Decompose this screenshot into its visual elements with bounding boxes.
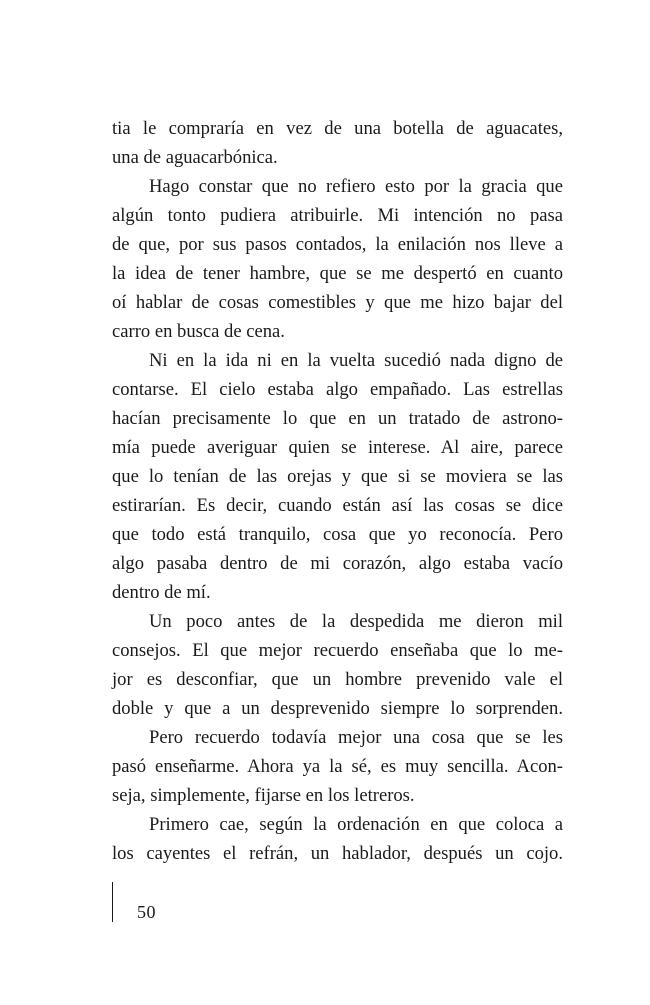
text-line: Ni en la ida ni en la vuelta sucedió nada digno de <box>149 350 563 371</box>
text-line: seja, simplemente, fijarse en los letreros. <box>112 785 415 806</box>
text-line: tia le compraría en vez de una botella de aguacates, <box>112 118 563 139</box>
text-line: algo pasaba dentro de mi corazón, algo estaba vacío <box>112 553 563 574</box>
text-line: pasó enseñarme. Ahora ya la sé, es muy sencilla. Acon- <box>112 756 563 777</box>
text-line: de que, por sus pasos contados, la enilación nos lleve a <box>112 234 563 255</box>
page-number: 50 <box>137 902 156 922</box>
text-line: Primero cae, según la ordenación en que coloca a <box>149 814 563 835</box>
text-line: algún tonto pudiera atribuirle. Mi intención no pasa <box>112 205 563 226</box>
text-line: Un poco antes de la despedida me dieron mil <box>149 611 563 632</box>
text-line: contarse. El cielo estaba algo empañado. Las estrellas <box>112 379 563 400</box>
text-line: hacían precisamente lo que en un tratado de astrono- <box>112 408 563 429</box>
body-text <box>112 114 563 868</box>
text-line: doble y que a un desprevenido siempre lo sorprenden. <box>112 698 563 719</box>
text-line: estirarían. Es decir, cuando están así las cosas se dice <box>112 495 563 516</box>
text-line: dentro de mí. <box>112 582 211 603</box>
text-line: mía puede averiguar quien se interese. Al aire, parece <box>112 437 563 458</box>
text-line: una de aguacarbónica. <box>112 147 278 168</box>
folio-rule <box>112 882 113 922</box>
text-line: jor es desconfiar, que un hombre prevenido vale el <box>112 669 563 690</box>
text-line: que lo tenían de las orejas y que si se moviera se las <box>112 466 563 487</box>
text-line: carro en busca de cena. <box>112 321 285 342</box>
text-line: consejos. El que mejor recuerdo enseñaba que lo me- <box>112 640 563 661</box>
text-line: que todo está tranquilo, cosa que yo reconocía. Pero <box>112 524 563 545</box>
text-line: Pero recuerdo todavía mejor una cosa que se les <box>149 727 563 748</box>
text-line: los cayentes el refrán, un hablador, después un cojo. <box>112 843 563 864</box>
text-line: Hago constar que no refiero esto por la gracia que <box>149 176 563 197</box>
text-line: la idea de tener hambre, que se me despertó en cuanto <box>112 263 563 284</box>
text-line: oí hablar de cosas comestibles y que me hizo bajar del <box>112 292 563 313</box>
